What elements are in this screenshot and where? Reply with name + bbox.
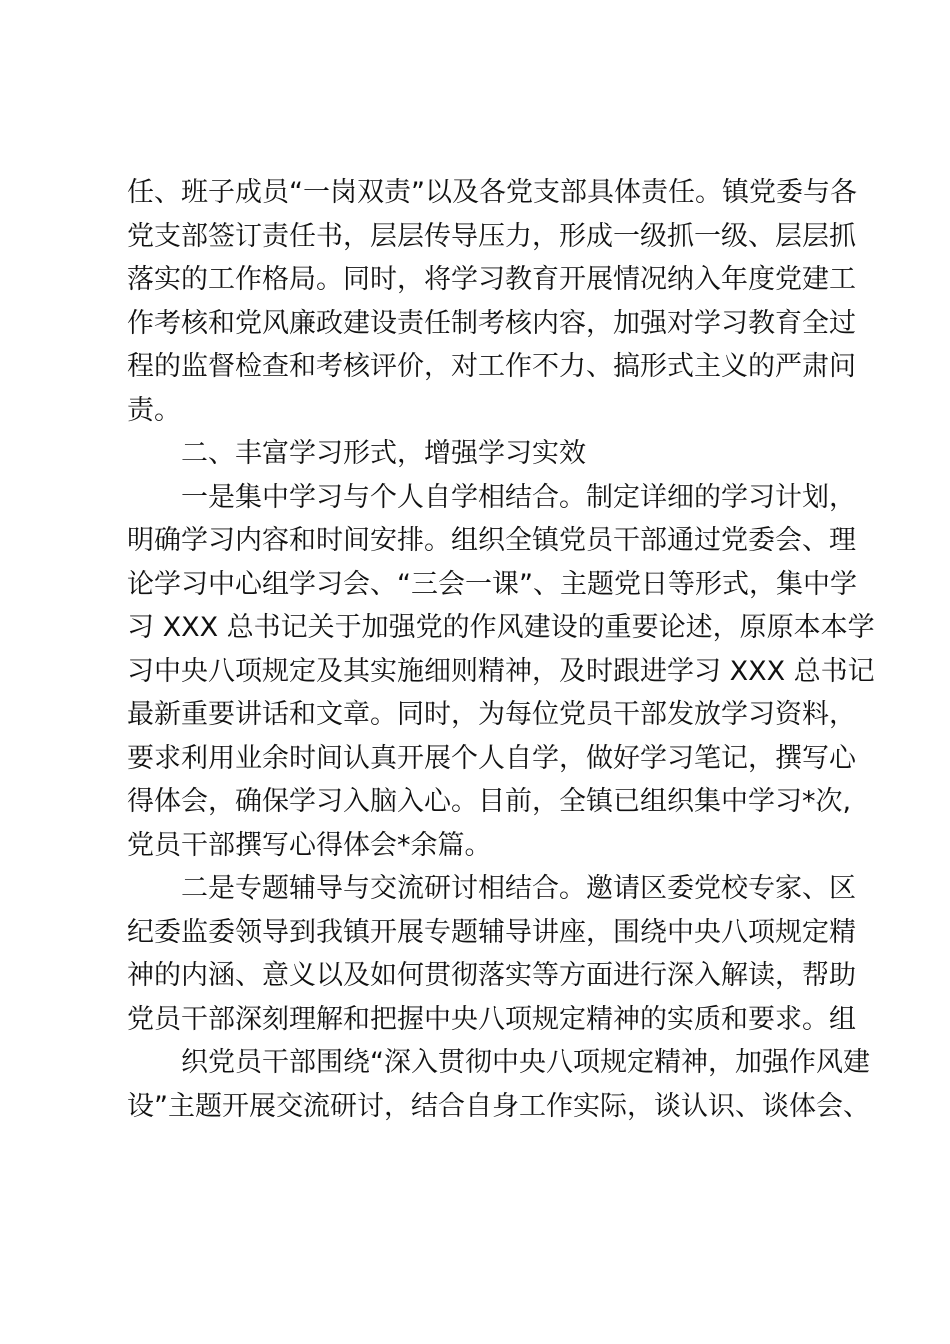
text-line: 论学习中心组学习会、“三会一课”、主题党日等形式，集中学 [127,568,857,600]
text-line: 党员干部深刻理解和把握中央八项规定精神的实质和要求。组 [127,1003,856,1035]
text-line: 习中央八项规定及其实施细则精神，及时跟进学习 XXX 总书记 [127,655,875,687]
paragraph-first-line: 二是专题辅导与交流研讨相结合。邀请区委党校专家、区 [181,873,856,904]
section-heading: 二、丰富学习形式，增强学习实效 [181,438,586,469]
paragraph-first-line: 一是集中学习与个人自学相结合。制定详细的学习计划， [181,481,856,513]
paragraph-first-line: 织党员干部围绕“深入贯彻中央八项规定精神，加强作风建 [181,1047,870,1078]
text-line: 责。 [127,394,181,426]
text-line: 明确学习内容和时间安排。组织全镇党员干部通过党委会、理 [127,525,856,556]
text-line: 党支部签订责任书，层层传导压力，形成一级抓一级、层层抓 [127,220,856,252]
text-line: 作考核和党风廉政建设责任制考核内容，加强对学习教育全过 [127,307,856,339]
text-line: 党员干部撰写心得体会*余篇。 [127,829,492,861]
text-line: 神的内涵、意义以及如何贯彻落实等方面进行深入解读，帮助 [127,960,856,991]
text-line: 设”主题开展交流研讨，结合自身工作实际，谈认识、谈体会、 [127,1090,870,1122]
text-line: 程的监督检查和考核评价，对工作不力、搞形式主义的严肃问 [127,351,856,382]
text-line: 最新重要讲话和文章。同时，为每位党员干部发放学习资料， [127,699,856,730]
text-line: 落实的工作格局。同时，将学习教育开展情况纳入年度党建工 [127,264,856,295]
text-line: 要求利用业余时间认真开展个人自学，做好学习笔记，撰写心 [127,742,856,774]
text-line: 纪委监委领导到我镇开展专题辅导讲座，围绕中央八项规定精 [127,916,856,948]
text-line: 得体会，确保学习入脑入心。目前，全镇已组织集中学习*次, [127,786,852,817]
text-line: 习 XXX 总书记关于加强党的作风建设的重要论述，原原本本学 [127,612,875,643]
body-text [127,171,875,1128]
text-line: 任、班子成员“一岗双责”以及各党支部具体责任。镇党委与各 [127,177,857,208]
